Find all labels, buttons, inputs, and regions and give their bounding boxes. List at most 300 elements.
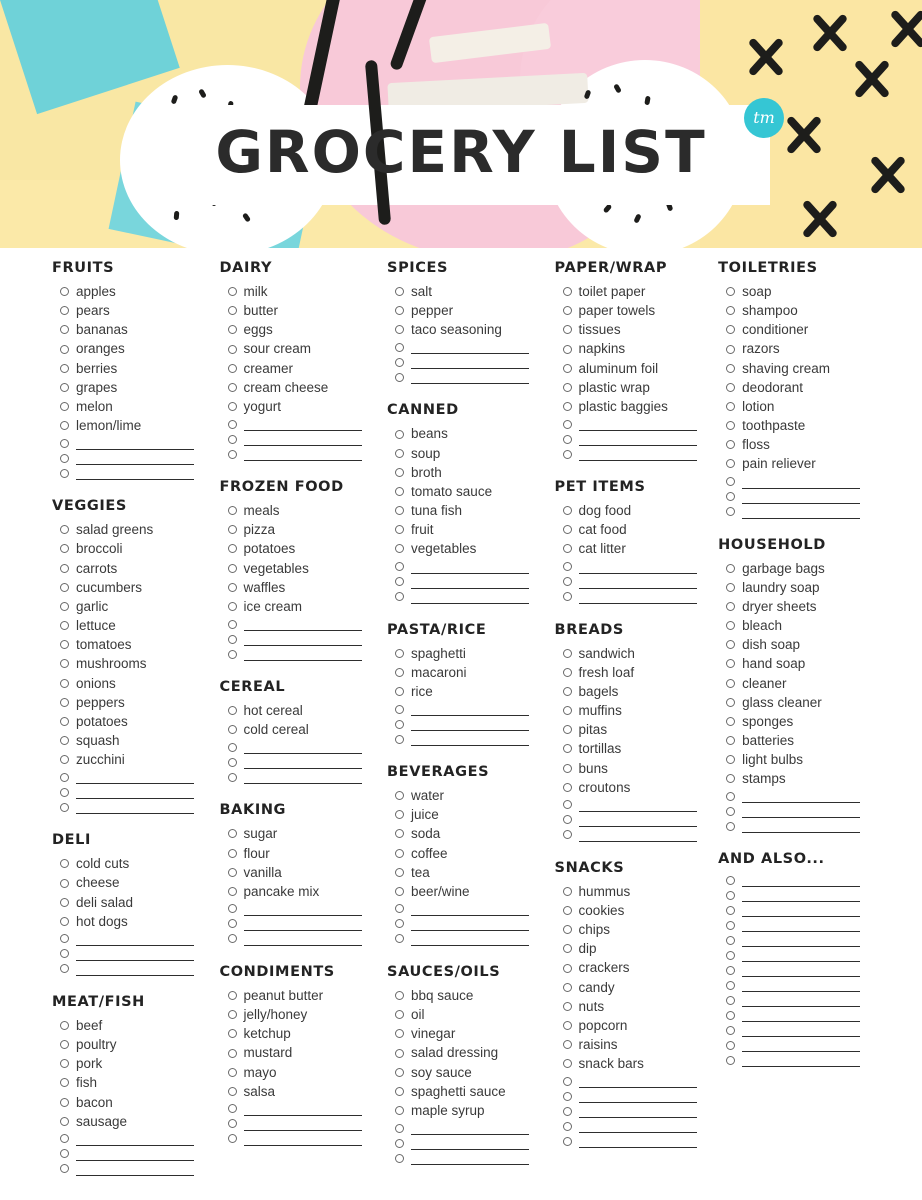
- write-in-line[interactable]: [244, 902, 362, 916]
- list-item[interactable]: [555, 378, 719, 397]
- checkbox-circle-icon[interactable]: [563, 592, 572, 601]
- list-item[interactable]: [387, 1043, 555, 1062]
- write-in-line[interactable]: [742, 918, 860, 932]
- blank-line-item[interactable]: [387, 1136, 555, 1150]
- checkbox-circle-icon[interactable]: [395, 649, 404, 658]
- checkbox-circle-icon[interactable]: [60, 525, 69, 534]
- blank-line-item[interactable]: [387, 355, 555, 369]
- checkbox-circle-icon[interactable]: [228, 1068, 237, 1077]
- blank-line-item[interactable]: [555, 560, 719, 574]
- checkbox-circle-icon[interactable]: [563, 725, 572, 734]
- checkbox-circle-icon[interactable]: [395, 592, 404, 601]
- checkbox-circle-icon[interactable]: [60, 1134, 69, 1143]
- checkbox-circle-icon[interactable]: [726, 698, 735, 707]
- write-in-line[interactable]: [244, 647, 362, 661]
- list-item[interactable]: [387, 444, 555, 463]
- checkbox-circle-icon[interactable]: [563, 906, 572, 915]
- list-item[interactable]: [52, 1073, 220, 1092]
- checkbox-circle-icon[interactable]: [395, 991, 404, 1000]
- write-in-line[interactable]: [76, 770, 194, 784]
- write-in-line[interactable]: [411, 355, 529, 369]
- blank-line-item[interactable]: [555, 798, 719, 812]
- blank-line-item[interactable]: [52, 932, 220, 946]
- checkbox-circle-icon[interactable]: [60, 287, 69, 296]
- checkbox-circle-icon[interactable]: [395, 687, 404, 696]
- checkbox-circle-icon[interactable]: [563, 562, 572, 571]
- blank-line-item[interactable]: [387, 590, 555, 604]
- write-in-line[interactable]: [742, 963, 860, 977]
- write-in-line[interactable]: [76, 436, 194, 450]
- checkbox-circle-icon[interactable]: [563, 525, 572, 534]
- checkbox-circle-icon[interactable]: [726, 383, 735, 392]
- blank-line-item[interactable]: [52, 785, 220, 799]
- checkbox-circle-icon[interactable]: [563, 1092, 572, 1101]
- write-in-line[interactable]: [742, 1038, 860, 1052]
- write-in-line[interactable]: [76, 800, 194, 814]
- write-in-line[interactable]: [244, 740, 362, 754]
- blank-line-item[interactable]: [387, 917, 555, 931]
- list-item[interactable]: [52, 854, 220, 873]
- checkbox-circle-icon[interactable]: [395, 1124, 404, 1133]
- checkbox-circle-icon[interactable]: [726, 921, 735, 930]
- checkbox-circle-icon[interactable]: [563, 544, 572, 553]
- blank-line-item[interactable]: [555, 447, 719, 461]
- blank-line-item[interactable]: [718, 978, 874, 992]
- list-item[interactable]: [387, 844, 555, 863]
- checkbox-circle-icon[interactable]: [60, 325, 69, 334]
- checkbox-circle-icon[interactable]: [395, 705, 404, 714]
- checkbox-circle-icon[interactable]: [563, 364, 572, 373]
- checkbox-circle-icon[interactable]: [228, 620, 237, 629]
- list-item[interactable]: [387, 320, 555, 339]
- checkbox-circle-icon[interactable]: [395, 430, 404, 439]
- checkbox-circle-icon[interactable]: [726, 774, 735, 783]
- blank-line-item[interactable]: [220, 1117, 388, 1131]
- write-in-line[interactable]: [411, 932, 529, 946]
- checkbox-circle-icon[interactable]: [395, 1139, 404, 1148]
- checkbox-circle-icon[interactable]: [726, 492, 735, 501]
- list-item[interactable]: [220, 397, 388, 416]
- checkbox-circle-icon[interactable]: [563, 964, 572, 973]
- list-item[interactable]: [387, 520, 555, 539]
- checkbox-circle-icon[interactable]: [563, 1107, 572, 1116]
- checkbox-circle-icon[interactable]: [60, 564, 69, 573]
- write-in-line[interactable]: [244, 755, 362, 769]
- checkbox-circle-icon[interactable]: [228, 450, 237, 459]
- checkbox-circle-icon[interactable]: [395, 325, 404, 334]
- blank-line-item[interactable]: [718, 505, 874, 519]
- checkbox-circle-icon[interactable]: [395, 668, 404, 677]
- blank-line-item[interactable]: [555, 1074, 719, 1088]
- list-item[interactable]: [220, 863, 388, 882]
- checkbox-circle-icon[interactable]: [228, 849, 237, 858]
- write-in-line[interactable]: [411, 1151, 529, 1165]
- write-in-line[interactable]: [579, 1074, 697, 1088]
- checkbox-circle-icon[interactable]: [563, 983, 572, 992]
- write-in-line[interactable]: [411, 702, 529, 716]
- checkbox-circle-icon[interactable]: [563, 506, 572, 515]
- blank-line-item[interactable]: [52, 451, 220, 465]
- checkbox-circle-icon[interactable]: [563, 345, 572, 354]
- write-in-line[interactable]: [742, 490, 860, 504]
- write-in-line[interactable]: [742, 819, 860, 833]
- blank-line-item[interactable]: [718, 490, 874, 504]
- checkbox-circle-icon[interactable]: [395, 1087, 404, 1096]
- list-item[interactable]: [220, 501, 388, 520]
- checkbox-circle-icon[interactable]: [726, 507, 735, 516]
- write-in-line[interactable]: [579, 798, 697, 812]
- checkbox-circle-icon[interactable]: [395, 887, 404, 896]
- checkbox-circle-icon[interactable]: [726, 621, 735, 630]
- checkbox-circle-icon[interactable]: [60, 345, 69, 354]
- write-in-line[interactable]: [742, 1008, 860, 1022]
- list-item[interactable]: [52, 893, 220, 912]
- checkbox-circle-icon[interactable]: [60, 1117, 69, 1126]
- write-in-line[interactable]: [411, 1136, 529, 1150]
- list-item[interactable]: [52, 1093, 220, 1112]
- blank-line-item[interactable]: [52, 1162, 220, 1176]
- list-item[interactable]: [387, 501, 555, 520]
- blank-line-item[interactable]: [220, 1102, 388, 1116]
- list-item[interactable]: [555, 501, 719, 520]
- list-item[interactable]: [52, 712, 220, 731]
- write-in-line[interactable]: [244, 1132, 362, 1146]
- checkbox-circle-icon[interactable]: [228, 544, 237, 553]
- write-in-line[interactable]: [742, 993, 860, 1007]
- list-item[interactable]: [387, 1005, 555, 1024]
- checkbox-circle-icon[interactable]: [60, 917, 69, 926]
- list-item[interactable]: [718, 359, 874, 378]
- checkbox-circle-icon[interactable]: [563, 783, 572, 792]
- write-in-line[interactable]: [742, 789, 860, 803]
- checkbox-circle-icon[interactable]: [60, 364, 69, 373]
- blank-line-item[interactable]: [387, 717, 555, 731]
- checkbox-circle-icon[interactable]: [726, 717, 735, 726]
- checkbox-circle-icon[interactable]: [395, 468, 404, 477]
- checkbox-circle-icon[interactable]: [228, 887, 237, 896]
- checkbox-circle-icon[interactable]: [563, 744, 572, 753]
- checkbox-circle-icon[interactable]: [228, 1119, 237, 1128]
- checkbox-circle-icon[interactable]: [60, 1059, 69, 1068]
- list-item[interactable]: [52, 578, 220, 597]
- checkbox-circle-icon[interactable]: [395, 919, 404, 928]
- list-item[interactable]: [387, 482, 555, 501]
- write-in-line[interactable]: [579, 560, 697, 574]
- write-in-line[interactable]: [742, 1053, 860, 1067]
- blank-line-item[interactable]: [718, 918, 874, 932]
- blank-line-item[interactable]: [52, 1132, 220, 1146]
- checkbox-circle-icon[interactable]: [228, 383, 237, 392]
- list-item[interactable]: [220, 378, 388, 397]
- checkbox-circle-icon[interactable]: [563, 325, 572, 334]
- checkbox-circle-icon[interactable]: [395, 358, 404, 367]
- checkbox-circle-icon[interactable]: [563, 577, 572, 586]
- blank-line-item[interactable]: [718, 903, 874, 917]
- checkbox-circle-icon[interactable]: [563, 1059, 572, 1068]
- blank-line-item[interactable]: [718, 804, 874, 818]
- list-item[interactable]: [220, 339, 388, 358]
- checkbox-circle-icon[interactable]: [60, 736, 69, 745]
- write-in-line[interactable]: [244, 1102, 362, 1116]
- list-item[interactable]: [220, 1043, 388, 1062]
- list-item[interactable]: [52, 359, 220, 378]
- checkbox-circle-icon[interactable]: [395, 487, 404, 496]
- list-item[interactable]: [52, 731, 220, 750]
- checkbox-circle-icon[interactable]: [395, 1154, 404, 1163]
- blank-line-item[interactable]: [555, 828, 719, 842]
- list-item[interactable]: [220, 824, 388, 843]
- write-in-line[interactable]: [244, 632, 362, 646]
- write-in-line[interactable]: [244, 917, 362, 931]
- checkbox-circle-icon[interactable]: [395, 720, 404, 729]
- blank-line-item[interactable]: [387, 1121, 555, 1135]
- blank-line-item[interactable]: [555, 575, 719, 589]
- list-item[interactable]: [52, 912, 220, 931]
- list-item[interactable]: [387, 644, 555, 663]
- write-in-line[interactable]: [742, 978, 860, 992]
- blank-line-item[interactable]: [220, 632, 388, 646]
- blank-line-item[interactable]: [220, 1132, 388, 1146]
- checkbox-circle-icon[interactable]: [60, 1040, 69, 1049]
- write-in-line[interactable]: [742, 475, 860, 489]
- checkbox-circle-icon[interactable]: [563, 306, 572, 315]
- list-item[interactable]: [220, 844, 388, 863]
- checkbox-circle-icon[interactable]: [726, 1041, 735, 1050]
- checkbox-circle-icon[interactable]: [395, 525, 404, 534]
- list-item[interactable]: [555, 397, 719, 416]
- write-in-line[interactable]: [742, 903, 860, 917]
- blank-line-item[interactable]: [52, 1147, 220, 1161]
- list-item[interactable]: [52, 282, 220, 301]
- list-item[interactable]: [555, 539, 719, 558]
- checkbox-circle-icon[interactable]: [395, 829, 404, 838]
- blank-line-item[interactable]: [220, 432, 388, 446]
- checkbox-circle-icon[interactable]: [395, 306, 404, 315]
- blank-line-item[interactable]: [555, 590, 719, 604]
- blank-line-item[interactable]: [555, 1104, 719, 1118]
- checkbox-circle-icon[interactable]: [60, 621, 69, 630]
- blank-line-item[interactable]: [718, 475, 874, 489]
- write-in-line[interactable]: [579, 575, 697, 589]
- list-item[interactable]: [220, 578, 388, 597]
- list-item[interactable]: [387, 882, 555, 901]
- checkbox-circle-icon[interactable]: [395, 904, 404, 913]
- write-in-line[interactable]: [76, 947, 194, 961]
- write-in-line[interactable]: [411, 575, 529, 589]
- blank-line-item[interactable]: [387, 340, 555, 354]
- list-item[interactable]: [555, 720, 719, 739]
- list-item[interactable]: [52, 693, 220, 712]
- list-item[interactable]: [555, 920, 719, 939]
- list-item[interactable]: [718, 454, 874, 473]
- checkbox-circle-icon[interactable]: [60, 659, 69, 668]
- list-item[interactable]: [718, 378, 874, 397]
- blank-line-item[interactable]: [387, 1151, 555, 1165]
- checkbox-circle-icon[interactable]: [563, 925, 572, 934]
- checkbox-circle-icon[interactable]: [228, 525, 237, 534]
- checkbox-circle-icon[interactable]: [228, 904, 237, 913]
- write-in-line[interactable]: [244, 417, 362, 431]
- list-item[interactable]: [387, 282, 555, 301]
- list-item[interactable]: [555, 682, 719, 701]
- write-in-line[interactable]: [411, 370, 529, 384]
- list-item[interactable]: [555, 759, 719, 778]
- checkbox-circle-icon[interactable]: [563, 1040, 572, 1049]
- checkbox-circle-icon[interactable]: [228, 1087, 237, 1096]
- list-item[interactable]: [52, 1112, 220, 1131]
- checkbox-circle-icon[interactable]: [60, 544, 69, 553]
- checkbox-circle-icon[interactable]: [395, 287, 404, 296]
- blank-line-item[interactable]: [718, 1053, 874, 1067]
- checkbox-circle-icon[interactable]: [60, 469, 69, 478]
- write-in-line[interactable]: [742, 873, 860, 887]
- list-item[interactable]: [220, 301, 388, 320]
- checkbox-circle-icon[interactable]: [60, 421, 69, 430]
- blank-line-item[interactable]: [555, 432, 719, 446]
- list-item[interactable]: [52, 674, 220, 693]
- checkbox-circle-icon[interactable]: [228, 934, 237, 943]
- checkbox-circle-icon[interactable]: [563, 830, 572, 839]
- list-item[interactable]: [52, 597, 220, 616]
- checkbox-circle-icon[interactable]: [395, 544, 404, 553]
- write-in-line[interactable]: [411, 902, 529, 916]
- blank-line-item[interactable]: [387, 732, 555, 746]
- checkbox-circle-icon[interactable]: [60, 383, 69, 392]
- checkbox-circle-icon[interactable]: [60, 859, 69, 868]
- checkbox-circle-icon[interactable]: [228, 364, 237, 373]
- checkbox-circle-icon[interactable]: [563, 887, 572, 896]
- checkbox-circle-icon[interactable]: [395, 373, 404, 382]
- checkbox-circle-icon[interactable]: [563, 1137, 572, 1146]
- list-item[interactable]: [220, 320, 388, 339]
- checkbox-circle-icon[interactable]: [60, 698, 69, 707]
- checkbox-circle-icon[interactable]: [228, 306, 237, 315]
- write-in-line[interactable]: [244, 432, 362, 446]
- list-item[interactable]: [555, 359, 719, 378]
- checkbox-circle-icon[interactable]: [563, 1021, 572, 1030]
- list-item[interactable]: [220, 282, 388, 301]
- checkbox-circle-icon[interactable]: [228, 635, 237, 644]
- checkbox-circle-icon[interactable]: [726, 440, 735, 449]
- checkbox-circle-icon[interactable]: [563, 1002, 572, 1011]
- checkbox-circle-icon[interactable]: [726, 951, 735, 960]
- write-in-line[interactable]: [742, 933, 860, 947]
- checkbox-circle-icon[interactable]: [563, 764, 572, 773]
- checkbox-circle-icon[interactable]: [60, 640, 69, 649]
- list-item[interactable]: [52, 559, 220, 578]
- checkbox-circle-icon[interactable]: [563, 800, 572, 809]
- checkbox-circle-icon[interactable]: [726, 325, 735, 334]
- blank-line-item[interactable]: [52, 947, 220, 961]
- checkbox-circle-icon[interactable]: [726, 1056, 735, 1065]
- list-item[interactable]: [387, 663, 555, 682]
- list-item[interactable]: [220, 986, 388, 1005]
- checkbox-circle-icon[interactable]: [726, 906, 735, 915]
- blank-line-item[interactable]: [220, 447, 388, 461]
- write-in-line[interactable]: [579, 1134, 697, 1148]
- blank-line-item[interactable]: [718, 933, 874, 947]
- checkbox-circle-icon[interactable]: [228, 506, 237, 515]
- checkbox-circle-icon[interactable]: [563, 402, 572, 411]
- checkbox-circle-icon[interactable]: [726, 679, 735, 688]
- list-item[interactable]: [52, 520, 220, 539]
- write-in-line[interactable]: [76, 1132, 194, 1146]
- checkbox-circle-icon[interactable]: [563, 435, 572, 444]
- list-item[interactable]: [220, 1082, 388, 1101]
- checkbox-circle-icon[interactable]: [395, 1010, 404, 1019]
- write-in-line[interactable]: [76, 785, 194, 799]
- checkbox-circle-icon[interactable]: [228, 345, 237, 354]
- list-item[interactable]: [555, 339, 719, 358]
- list-item[interactable]: [387, 824, 555, 843]
- checkbox-circle-icon[interactable]: [726, 1011, 735, 1020]
- checkbox-circle-icon[interactable]: [563, 383, 572, 392]
- checkbox-circle-icon[interactable]: [563, 687, 572, 696]
- checkbox-circle-icon[interactable]: [228, 402, 237, 411]
- blank-line-item[interactable]: [718, 948, 874, 962]
- checkbox-circle-icon[interactable]: [726, 402, 735, 411]
- list-item[interactable]: [52, 1035, 220, 1054]
- list-item[interactable]: [52, 635, 220, 654]
- blank-line-item[interactable]: [555, 813, 719, 827]
- checkbox-circle-icon[interactable]: [60, 402, 69, 411]
- list-item[interactable]: [555, 701, 719, 720]
- checkbox-circle-icon[interactable]: [726, 792, 735, 801]
- blank-line-item[interactable]: [52, 436, 220, 450]
- write-in-line[interactable]: [76, 466, 194, 480]
- list-item[interactable]: [52, 339, 220, 358]
- write-in-line[interactable]: [76, 932, 194, 946]
- checkbox-circle-icon[interactable]: [726, 459, 735, 468]
- checkbox-circle-icon[interactable]: [60, 949, 69, 958]
- checkbox-circle-icon[interactable]: [60, 964, 69, 973]
- blank-line-item[interactable]: [52, 800, 220, 814]
- checkbox-circle-icon[interactable]: [60, 879, 69, 888]
- write-in-line[interactable]: [411, 340, 529, 354]
- write-in-line[interactable]: [411, 917, 529, 931]
- list-item[interactable]: [220, 1063, 388, 1082]
- list-item[interactable]: [387, 1024, 555, 1043]
- list-item[interactable]: [718, 712, 874, 731]
- list-item[interactable]: [387, 1063, 555, 1082]
- checkbox-circle-icon[interactable]: [228, 564, 237, 573]
- list-item[interactable]: [52, 378, 220, 397]
- checkbox-circle-icon[interactable]: [395, 791, 404, 800]
- write-in-line[interactable]: [742, 1023, 860, 1037]
- checkbox-circle-icon[interactable]: [726, 736, 735, 745]
- blank-line-item[interactable]: [387, 370, 555, 384]
- checkbox-circle-icon[interactable]: [726, 1026, 735, 1035]
- blank-line-item[interactable]: [220, 902, 388, 916]
- checkbox-circle-icon[interactable]: [563, 420, 572, 429]
- blank-line-item[interactable]: [718, 819, 874, 833]
- write-in-line[interactable]: [244, 770, 362, 784]
- checkbox-circle-icon[interactable]: [563, 944, 572, 953]
- checkbox-circle-icon[interactable]: [228, 1049, 237, 1058]
- checkbox-circle-icon[interactable]: [726, 755, 735, 764]
- write-in-line[interactable]: [76, 1162, 194, 1176]
- checkbox-circle-icon[interactable]: [60, 583, 69, 592]
- checkbox-circle-icon[interactable]: [228, 1104, 237, 1113]
- checkbox-circle-icon[interactable]: [726, 876, 735, 885]
- list-item[interactable]: [387, 463, 555, 482]
- list-item[interactable]: [387, 424, 555, 443]
- checkbox-circle-icon[interactable]: [60, 1164, 69, 1173]
- write-in-line[interactable]: [244, 1117, 362, 1131]
- blank-line-item[interactable]: [718, 993, 874, 1007]
- list-item[interactable]: [220, 1005, 388, 1024]
- checkbox-circle-icon[interactable]: [60, 788, 69, 797]
